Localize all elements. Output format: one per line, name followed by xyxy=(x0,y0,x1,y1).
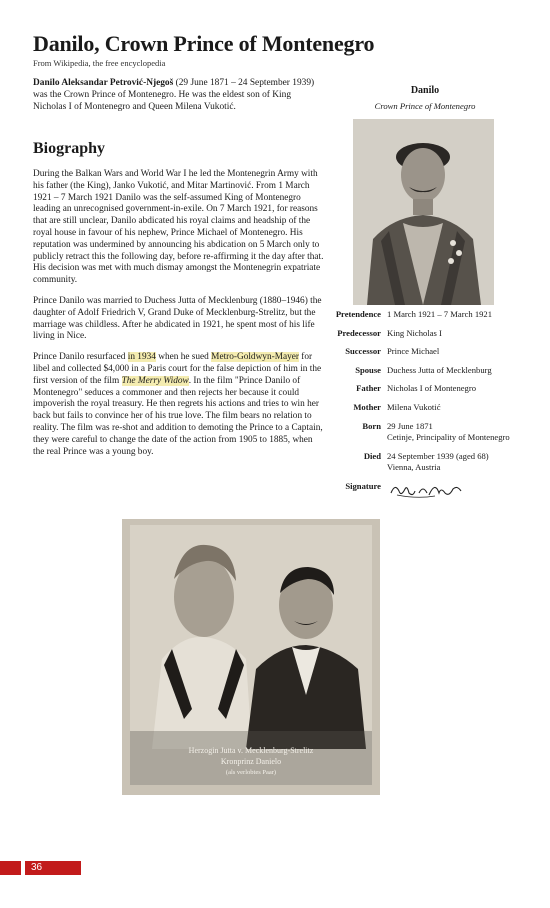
infobox-role: Crown Prince of Montenegro xyxy=(374,101,476,111)
signature-image xyxy=(387,481,525,501)
biography-paragraph-2: Prince Danilo was married to Duchess Jutta of Mecklenburg (1880–1946) the daughter of Adolf Friedrich V, Grand Duke of Mecklenburg-Strelitz, but the marriage was childless. After he abdicated in 1921, he spent most of his life living in Nice. xyxy=(33,295,322,342)
infobox-key: Born xyxy=(362,420,381,431)
infobox-row xyxy=(325,365,525,377)
page-subtitle: From Wikipedia, the free encyclopedia xyxy=(33,58,166,68)
infobox-value: Prince Michael xyxy=(387,346,440,357)
photo-caption-line-2: Kronprinz Danielo xyxy=(220,757,282,766)
infobox-row xyxy=(325,481,525,501)
infobox-name: Danilo xyxy=(410,85,440,96)
portrait-illustration xyxy=(353,119,494,305)
page-number: 36 xyxy=(25,861,81,875)
infobox-rows xyxy=(325,309,525,508)
p3-text-a: Prince Danilo resurfaced xyxy=(33,352,128,363)
infobox-key: Signature xyxy=(345,480,381,491)
infobox-value xyxy=(387,451,525,474)
infobox-value: King Nicholas I xyxy=(387,327,442,338)
died-date: 24 September 1939 (aged 68) xyxy=(387,450,489,461)
infobox-value: Duchess Jutta of Mecklenburg xyxy=(387,364,492,375)
p3-text-b: when he sued xyxy=(155,352,212,363)
highlight-film-title: The Merry Widow xyxy=(121,375,189,386)
infobox-value: Nicholas I of Montenegro xyxy=(387,383,477,394)
infobox xyxy=(325,83,525,491)
infobox-value xyxy=(387,421,525,444)
infobox-key: Successor xyxy=(345,346,381,357)
infobox-row xyxy=(325,421,525,444)
photo-caption-line-3: (als verlobtes Paar) xyxy=(225,769,277,776)
infobox-value: Milena Vukotić xyxy=(387,401,441,412)
infobox-key: Spouse xyxy=(355,364,381,375)
infobox-row xyxy=(325,309,525,321)
lead-name: Danilo Aleksandar Petrović-Njegoš xyxy=(33,78,174,88)
born-place: Cetinje, Principality of Montenegro xyxy=(387,432,510,443)
born-date: 29 June 1871 xyxy=(387,420,433,431)
infobox-row xyxy=(325,383,525,395)
footer-accent-bar xyxy=(0,861,21,875)
biography-body xyxy=(33,169,326,467)
infobox-key: Father xyxy=(356,383,381,394)
highlight-year: in 1934 xyxy=(127,352,156,363)
highlight-studio: Metro-Goldwyn-Mayer xyxy=(211,352,299,363)
page-title: Danilo, Crown Prince of Montenegro xyxy=(33,31,375,56)
infobox-row xyxy=(325,328,525,340)
biography-paragraph-1: During the Balkan Wars and World War I he led the Montenegrin Army with his father (the King), Janko Vukotić, and Mitar Martinović. From 1 March 1921 – 7 March 1921 Danilo was the self-assumed King of Montenegro leading an unrecognised government-in-exile. On 7 March 1921, for reasons that are still unclear, Danilo abdicated his royal claims and headship of the royal house in favour of his nephew, Prince Michael of Montenegro. His reputation was undermined by announcing his abdication on 5 March only to publicly retract this the following day, before re-affirming it the day after that. His decision was met with much dismay amongst the Montenegrin expatriate community. xyxy=(33,169,324,286)
lead-text: (29 June 1871 – 24 September 1939) was the Crown Prince of Montenegro. He was the eldest son of King Nicholas I of Montenegro and Queen Milena Vukotić. xyxy=(33,78,315,112)
biography-paragraph-3 xyxy=(33,352,326,458)
portrait-photo xyxy=(353,119,494,305)
p3-text-d: . In the film "Prince Danilo of Montenegro" seduces a commoner and then rejects her because it could impoverish the royal treasury. He then regrets his actions and tries to win her back but fails to convince her of his true love. The film bears no relation to reality. The film was re-shot and addition to demoting the Prince to a Captain, they were careful to change the date of the action from 1905 to 1885, when the real Prince was a young boy. xyxy=(33,375,323,457)
infobox-value: 1 March 1921 – 7 March 1921 xyxy=(387,309,493,319)
p3-text-c: for libel and collected $4,000 in a Paris court for the false depiction of him in the first version of the film xyxy=(33,352,322,386)
infobox-row xyxy=(325,346,525,358)
infobox-key: Mother xyxy=(353,401,381,412)
lead-paragraph xyxy=(33,78,323,113)
photo-caption-line-1: Herzogin Jutta v. Mecklenburg-Strelitz xyxy=(188,746,314,755)
signature-svg xyxy=(387,479,467,501)
couple-photo-illustration xyxy=(122,519,380,795)
infobox-row xyxy=(325,451,525,474)
infobox-key: Predecessor xyxy=(337,327,381,338)
biography-heading: Biography xyxy=(33,140,106,157)
infobox-row xyxy=(325,402,525,414)
infobox-key: Pretendence xyxy=(335,309,381,319)
infobox-key: Died xyxy=(363,450,381,461)
couple-photo xyxy=(122,519,380,795)
died-place: Vienna, Austria xyxy=(387,462,441,473)
